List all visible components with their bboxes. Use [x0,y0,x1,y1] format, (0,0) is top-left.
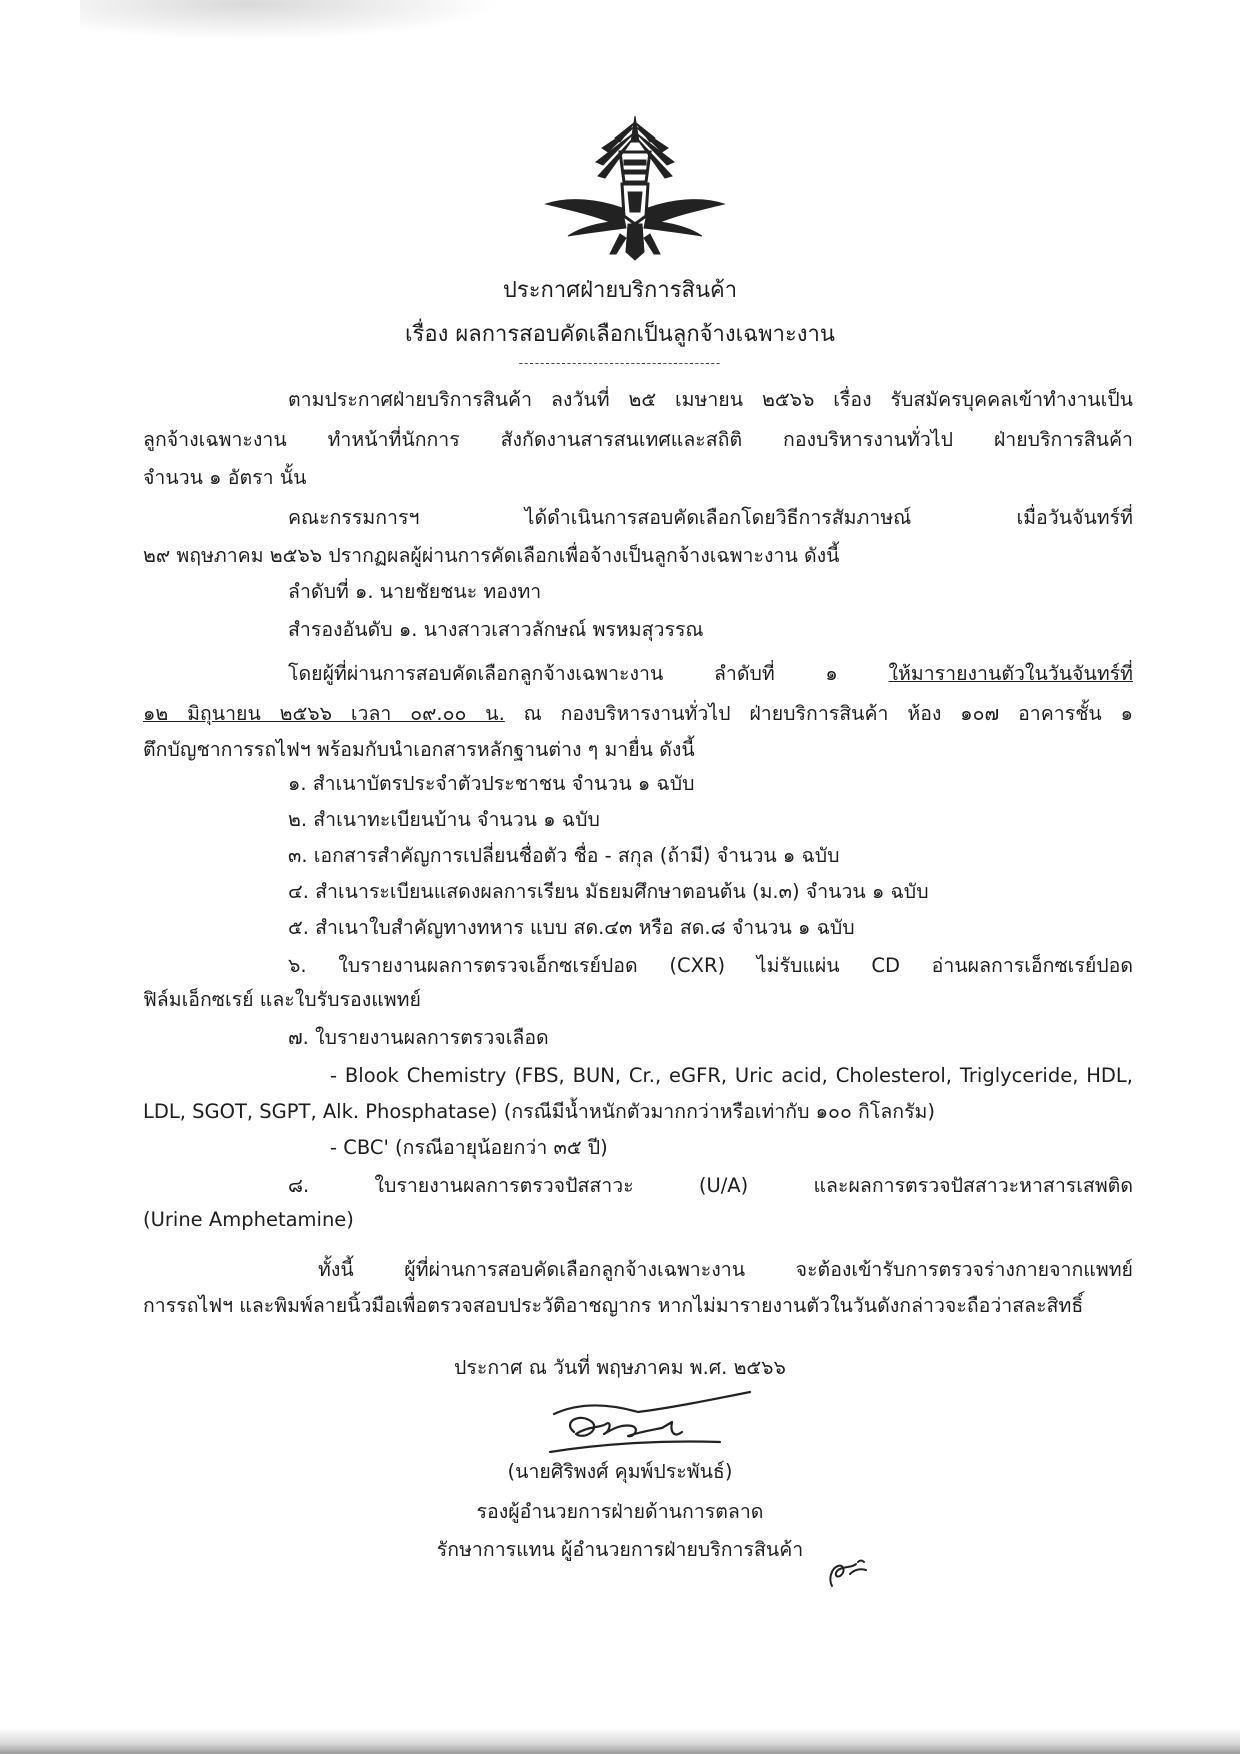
paragraph-1-line-2: ลูกจ้างเฉพาะงาน ทำหน้าที่นักการ สังกัดงานสารสนเทศและสถิติ กองบริหารงานทั่วไป ฝ่ายบริการสินค้า [143,428,1133,451]
report-date-underlined: ให้มารายงานตัวในวันจันทร์ที่ [888,662,1133,685]
paragraph-3-line-1 [288,660,1133,688]
selected-candidate: ลำดับที่ ๑. นายชัยชนะ ทองทา [288,580,542,603]
handwritten-signature [540,1382,780,1462]
announcement-title: ประกาศฝ่ายบริการสินค้า [502,278,738,303]
scan-bottom-edge [0,1728,1240,1754]
document-item-1: ๑. สำเนาบัตรประจำตัวประชาชน จำนวน ๑ ฉบับ [288,772,695,795]
document-item-3: ๓. เอกสารสำคัญการเปลี่ยนชื่อตัว ชื่อ - สกุล (ถ้ามี) จำนวน ๑ ฉบับ [288,844,840,867]
paragraph-2-line-2: ๒๙ พฤษภาคม ๒๕๖๖ ปรากฏผลผู้ผ่านการคัดเลือกเพื่อจ้างเป็นลูกจ้างเฉพาะงาน ดังนี้ [143,544,840,567]
paragraph-3-line-3: ตึกบัญชาการรถไฟฯ พร้อมกับนำเอกสารหลักฐานต่าง ๆ มายื่น ดังนี้ [143,738,695,761]
paragraph-3-line-2 [143,700,1133,728]
acting-position: รักษาการแทน ผู้อำนวยการฝ่ายบริการสินค้า [436,1538,804,1561]
announcement-subject: เรื่อง ผลการสอบคัดเลือกเป็นลูกจ้างเฉพาะงาน [405,322,835,347]
report-location: ณ กองบริหารงานทั่วไป ฝ่ายบริการสินค้า ห้อง ๑๐๗ อาคารชั้น ๑ [504,702,1133,725]
document-item-7a-line-2: LDL, SGOT, SGPT, Alk. Phosphatase) (กรณีมีน้ำหนักตัวมากกว่าหรือเท่ากับ ๑๐๐ กิโลกรัม) [143,1100,936,1123]
document-item-6-line-2: ฟิล์มเอ็กซเรย์ และใบรับรองแพทย์ [143,988,421,1011]
report-time-underlined: ๑๒ มิถุนายน ๒๕๖๖ เวลา ๐๙.๐๐ น. [143,702,505,725]
state-railway-emblem-icon [540,112,730,262]
reserve-candidate: สำรองอันดับ ๑. นางสาวเสาวลักษณ์ พรหมสุวรรณ [288,618,704,641]
document-item-7b: - CBC' (กรณีอายุน้อยกว่า ๓๕ ปี) [330,1136,608,1159]
document-item-7: ๗. ใบรายงานผลการตรวจเลือด [288,1026,549,1049]
document-item-2: ๒. สำเนาทะเบียนบ้าน จำนวน ๑ ฉบับ [288,808,600,831]
announcement-date: ประกาศ ณ วันที่ พฤษภาคม พ.ศ. ๒๕๖๖ [454,1356,786,1379]
paragraph-2-line-1: คณะกรรมการฯ ได้ดำเนินการสอบคัดเลือกโดยวิธีการสัมภาษณ์ เมื่อวันจันทร์ที่ [288,506,1133,529]
signatory-position: รองผู้อำนวยการฝ่ายด้านการตลาด [476,1500,764,1523]
document-item-4: ๔. สำเนาระเบียนแสดงผลการเรียน มัธยมศึกษาตอนต้น (ม.๓) จำนวน ๑ ฉบับ [288,880,929,903]
paragraph-1-line-3: จำนวน ๑ อัตรา นั้น [143,466,307,489]
document-item-7a-line-1: - Blook Chemistry (FBS, BUN, Cr., eGFR, Uric acid, Cholesterol, Triglyceride, HDL, [330,1064,1133,1087]
paragraph-1-line-1: ตามประกาศฝ่ายบริการสินค้า ลงวันที่ ๒๕ เมษายน ๒๕๖๖ เรื่อง รับสมัครบุคคลเข้าทำงานเป็น [288,388,1133,411]
document-item-8-line-2: (Urine Amphetamine) [143,1208,354,1231]
paragraph-4-line-1: ทั้งนี้ ผู้ที่ผ่านการสอบคัดเลือกลูกจ้างเฉพาะงาน จะต้องเข้ารับการตรวจร่างกายจากแพทย์ [318,1258,1133,1281]
title-divider: -------------------------------------- [518,356,722,370]
document-item-8-line-1: ๘. ใบรายงานผลการตรวจปัสสาวะ (U/A) และผลการตรวจปัสสาวะหาสารเสพติด [288,1174,1133,1197]
paragraph-3-text: โดยผู้ที่ผ่านการสอบคัดเลือกลูกจ้างเฉพาะงาน ลำดับที่ ๑ [288,662,889,685]
signatory-name: (นายศิริพงศ์ คุมพ์ประพันธ์) [507,1460,733,1483]
handwritten-initial [822,1552,870,1592]
document-item-6-line-1: ๖. ใบรายงานผลการตรวจเอ็กซเรย์ปอด (CXR) ไม่รับแผ่น CD อ่านผลการเอ็กซเรย์ปอด [288,954,1133,977]
paragraph-4-line-2: การรถไฟฯ และพิมพ์ลายนิ้วมือเพื่อตรวจสอบประวัติอาชญากร หากไม่มารายงานตัวในวันดังกล่าวจะถือว่าสละสิทธิ์ [143,1294,1084,1317]
scan-artifact [80,0,500,40]
document-item-5: ๕. สำเนาใบสำคัญทางทหาร แบบ สด.๔๓ หรือ สด.๘ จำนวน ๑ ฉบับ [288,916,855,939]
